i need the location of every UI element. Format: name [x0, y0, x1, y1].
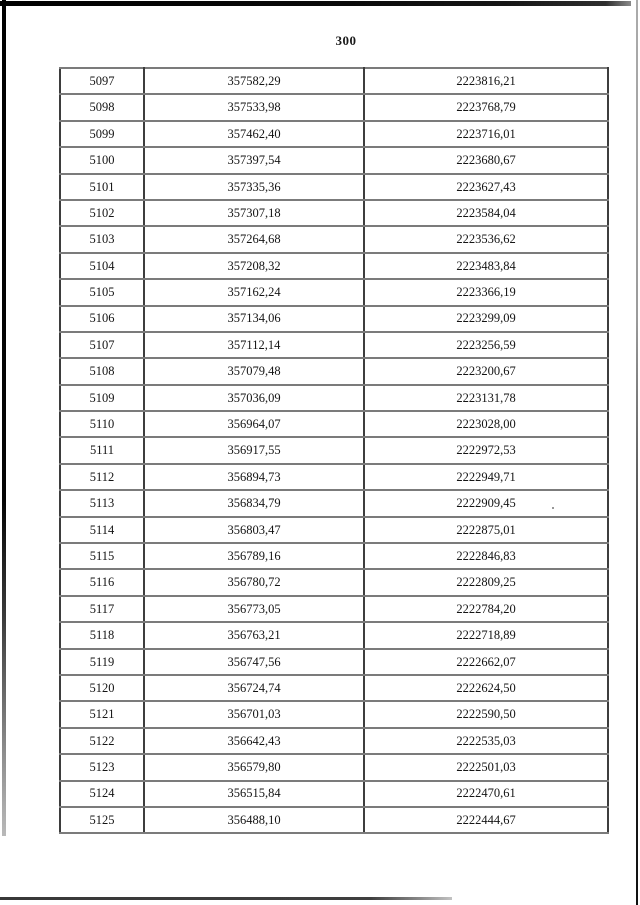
scan-edge-left: [2, 0, 6, 836]
value-1-cell: 356515,84: [144, 781, 364, 807]
value-1-cell: 357208,32: [144, 253, 364, 279]
row-index-cell: 5111: [60, 437, 144, 463]
row-index-cell: 5115: [60, 543, 144, 569]
value-1-cell: 356894,73: [144, 464, 364, 490]
table-row: [60, 121, 608, 147]
value-1-cell: 357264,68: [144, 226, 364, 252]
value-2-cell: 2222809,25: [364, 569, 608, 595]
value-1-cell: 357112,14: [144, 332, 364, 358]
row-index-cell: 5113: [60, 490, 144, 516]
row-index-cell: 5099: [60, 121, 144, 147]
value-1-cell: 357397,54: [144, 147, 364, 173]
table-row: [60, 94, 608, 120]
value-2-cell: 2222444,67: [364, 807, 608, 833]
table-row: [60, 464, 608, 490]
value-1-cell: 357162,24: [144, 279, 364, 305]
value-1-cell: 356724,74: [144, 675, 364, 701]
table-row: [60, 596, 608, 622]
scan-edge-right: [636, 0, 638, 905]
table-row: [60, 174, 608, 200]
value-2-cell: 2222875,01: [364, 517, 608, 543]
value-2-cell: 2223680,67: [364, 147, 608, 173]
table-row: [60, 728, 608, 754]
table-row: [60, 306, 608, 332]
value-1-cell: 357307,18: [144, 200, 364, 226]
row-index-cell: 5108: [60, 358, 144, 384]
table-row: [60, 437, 608, 463]
value-1-cell: 356789,16: [144, 543, 364, 569]
row-index-cell: 5105: [60, 279, 144, 305]
row-index-cell: 5098: [60, 94, 144, 120]
table-row: [60, 279, 608, 305]
table-row: [60, 68, 608, 94]
table-row: [60, 649, 608, 675]
value-2-cell: 2222784,20: [364, 596, 608, 622]
table-row: [60, 701, 608, 727]
value-1-cell: 356917,55: [144, 437, 364, 463]
row-index-cell: 5114: [60, 517, 144, 543]
value-2-cell: 2222590,50: [364, 701, 608, 727]
value-2-cell: 2222718,89: [364, 622, 608, 648]
value-2-cell: 2223366,19: [364, 279, 608, 305]
value-1-cell: 356803,47: [144, 517, 364, 543]
row-index-cell: 5109: [60, 385, 144, 411]
value-2-cell: 2222909,45: [364, 490, 608, 516]
row-index-cell: 5110: [60, 411, 144, 437]
value-2-cell: 2222949,71: [364, 464, 608, 490]
page-number: 300: [335, 33, 357, 48]
row-index-cell: 5107: [60, 332, 144, 358]
table-body: [60, 68, 608, 833]
value-2-cell: 2223627,43: [364, 174, 608, 200]
table-row: [60, 781, 608, 807]
table-row: [60, 200, 608, 226]
table-row: [60, 675, 608, 701]
row-index-cell: 5117: [60, 596, 144, 622]
value-1-cell: 356701,03: [144, 701, 364, 727]
value-2-cell: 2223816,21: [364, 68, 608, 94]
row-index-cell: 5106: [60, 306, 144, 332]
value-2-cell: 2222846,83: [364, 543, 608, 569]
row-index-cell: 5102: [60, 200, 144, 226]
value-2-cell: 2222470,61: [364, 781, 608, 807]
table-row: [60, 754, 608, 780]
table-row: [60, 517, 608, 543]
value-2-cell: 2222662,07: [364, 649, 608, 675]
row-index-cell: 5104: [60, 253, 144, 279]
row-index-cell: 5116: [60, 569, 144, 595]
table-row: [60, 490, 608, 516]
table-row: [60, 807, 608, 833]
row-index-cell: 5121: [60, 701, 144, 727]
value-2-cell: 2222624,50: [364, 675, 608, 701]
value-1-cell: 356579,80: [144, 754, 364, 780]
scan-edge-top: [0, 1, 631, 6]
value-2-cell: 2223483,84: [364, 253, 608, 279]
table-row: [60, 385, 608, 411]
value-2-cell: 2223299,09: [364, 306, 608, 332]
row-index-cell: 5120: [60, 675, 144, 701]
value-1-cell: 356642,43: [144, 728, 364, 754]
value-1-cell: 356773,05: [144, 596, 364, 622]
value-2-cell: 2223768,79: [364, 94, 608, 120]
row-index-cell: 5123: [60, 754, 144, 780]
table-row: [60, 622, 608, 648]
value-1-cell: 356763,21: [144, 622, 364, 648]
table-row: [60, 332, 608, 358]
row-index-cell: 5124: [60, 781, 144, 807]
value-1-cell: 357036,09: [144, 385, 364, 411]
table-row: [60, 543, 608, 569]
row-index-cell: 5103: [60, 226, 144, 252]
scan-edge-bottom: [0, 897, 452, 900]
value-2-cell: 2223536,62: [364, 226, 608, 252]
row-index-cell: 5112: [60, 464, 144, 490]
value-2-cell: 2223584,04: [364, 200, 608, 226]
value-1-cell: 356964,07: [144, 411, 364, 437]
value-1-cell: 357533,98: [144, 94, 364, 120]
data-table: [59, 67, 609, 834]
value-1-cell: 356780,72: [144, 569, 364, 595]
row-index-cell: 5097: [60, 68, 144, 94]
value-2-cell: 2223200,67: [364, 358, 608, 384]
row-index-cell: 5122: [60, 728, 144, 754]
row-index-cell: 5119: [60, 649, 144, 675]
value-1-cell: 357134,06: [144, 306, 364, 332]
value-2-cell: 2223028,00: [364, 411, 608, 437]
value-2-cell: 2222972,53: [364, 437, 608, 463]
value-2-cell: 2222501,03: [364, 754, 608, 780]
table-row: [60, 411, 608, 437]
value-2-cell: 2222535,03: [364, 728, 608, 754]
value-2-cell: 2223256,59: [364, 332, 608, 358]
table-row: [60, 253, 608, 279]
value-2-cell: 2223716,01: [364, 121, 608, 147]
table-row: [60, 358, 608, 384]
table-row: [60, 569, 608, 595]
row-index-cell: 5100: [60, 147, 144, 173]
row-index-cell: 5125: [60, 807, 144, 833]
table-row: [60, 147, 608, 173]
value-1-cell: 357335,36: [144, 174, 364, 200]
value-1-cell: 356834,79: [144, 490, 364, 516]
row-index-cell: 5118: [60, 622, 144, 648]
value-1-cell: 356488,10: [144, 807, 364, 833]
value-2-cell: 2223131,78: [364, 385, 608, 411]
value-1-cell: 357582,29: [144, 68, 364, 94]
value-1-cell: 356747,56: [144, 649, 364, 675]
value-1-cell: 357462,40: [144, 121, 364, 147]
value-1-cell: 357079,48: [144, 358, 364, 384]
row-index-cell: 5101: [60, 174, 144, 200]
table-row: [60, 226, 608, 252]
